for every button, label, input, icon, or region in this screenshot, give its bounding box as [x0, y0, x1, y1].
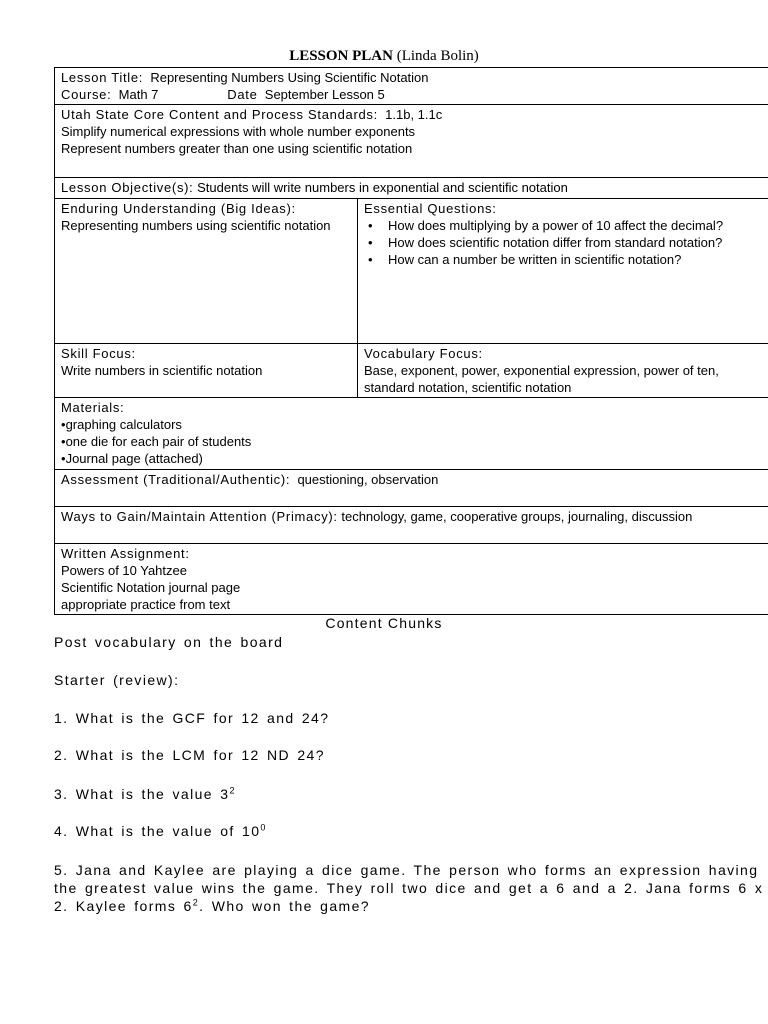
- standards-row: [55, 105, 768, 178]
- title-text: LESSON PLAN: [289, 48, 393, 64]
- skill-row: [55, 344, 768, 398]
- question-3-text: 3. What is the value 3: [54, 786, 230, 802]
- question-5-text: 5. Jana and Kaylee are playing a dice game. The person who forms an expression having the greatest value wins the game. They roll two dice and get a 6 and a 2. Jana forms 6 x 2. Kaylee forms 6: [54, 862, 764, 914]
- written-item: Powers of 10 Yahtzee: [61, 563, 187, 578]
- material-text: graphing calculators: [65, 417, 182, 432]
- essential-question: • How can a number be written in scientific notation?: [388, 251, 763, 268]
- question-5-tail: . Who won the game?: [199, 898, 370, 914]
- lesson-plan-table: [54, 67, 768, 615]
- lesson-title-cell: [55, 68, 768, 105]
- course-label: Course:: [61, 87, 112, 102]
- assessment-cell: [55, 470, 768, 507]
- vocab-value: Base, exponent, power, exponential expression, power of ten, standard notation, scientific notation: [364, 363, 719, 395]
- written-item: Scientific Notation journal page: [61, 580, 241, 595]
- objective-value: Students will write numbers in exponential and scientific notation: [197, 180, 568, 195]
- vocab-label: Vocabulary Focus:: [364, 346, 483, 361]
- question-3: [54, 785, 764, 803]
- standards-codes: 1.1b, 1.1c: [385, 107, 443, 122]
- post-vocab-text: Post vocabulary on the board: [54, 634, 284, 650]
- skill-label: Skill Focus:: [61, 346, 136, 361]
- standards-cell: [55, 105, 768, 178]
- essential-question: • How does multiplying by a power of 10 affect the decimal?: [388, 217, 763, 234]
- essential-cell: [358, 199, 768, 344]
- material-text: Journal page (attached): [65, 451, 203, 466]
- material-item: [61, 433, 763, 450]
- starter-text: Starter (review):: [54, 672, 180, 688]
- question-4-exponent: 0: [260, 822, 267, 833]
- written-item: appropriate practice from text: [61, 597, 231, 612]
- essential-label: Essential Questions:: [364, 201, 497, 216]
- lesson-title-row: [55, 68, 768, 105]
- question-5: [54, 861, 764, 915]
- enduring-value: Representing numbers using scientific notation: [61, 218, 331, 233]
- author-text: (Linda Bolin): [396, 48, 479, 64]
- enduring-cell: [55, 199, 358, 344]
- vocab-cell: [358, 344, 768, 398]
- assessment-row: [55, 470, 768, 507]
- question-4-text: 4. What is the value of 10: [54, 823, 261, 839]
- attention-label: Ways to Gain/Maintain Attention (Primacy):: [61, 509, 338, 524]
- enduring-label: Enduring Understanding (Big Ideas):: [61, 201, 296, 216]
- lesson-title-label: Lesson Title:: [61, 70, 144, 85]
- date-label: Date: [227, 87, 258, 102]
- question-5-exponent: 2: [192, 897, 200, 908]
- content-chunks-heading: Content Chunks: [325, 615, 443, 631]
- standard-line: Simplify numerical expressions with whole number exponents: [61, 124, 416, 139]
- standards-label: Utah State Core Content and Process Standards:: [61, 107, 378, 122]
- document-title: [0, 48, 768, 65]
- question-4: [54, 822, 764, 840]
- question-3-exponent: 2: [229, 785, 236, 796]
- objective-label: Lesson Objective(s):: [61, 180, 194, 195]
- attention-cell: [55, 507, 768, 544]
- essential-question: • How does scientific notation differ from standard notation?: [388, 234, 763, 251]
- attention-value: technology, game, cooperative groups, journaling, discussion: [341, 509, 693, 524]
- question-2: 2. What is the LCM for 12 ND 24?: [54, 747, 325, 763]
- assessment-label: Assessment (Traditional/Authentic):: [61, 472, 291, 487]
- lesson-title-value: Representing Numbers Using Scientific Notation: [150, 70, 429, 85]
- material-item: [61, 416, 763, 433]
- materials-cell: [55, 398, 768, 470]
- enduring-row: [55, 199, 768, 344]
- course-value: Math 7: [118, 87, 159, 102]
- material-text: one die for each pair of students: [65, 434, 252, 449]
- materials-list: [61, 416, 763, 467]
- materials-label: Materials:: [61, 400, 125, 415]
- written-row: [55, 544, 768, 615]
- attention-row: [55, 507, 768, 544]
- date-value: September Lesson 5: [264, 87, 385, 102]
- skill-cell: [55, 344, 358, 398]
- standard-line: Represent numbers greater than one using scientific notation: [61, 141, 413, 156]
- material-item: [61, 450, 763, 467]
- objective-row: [55, 178, 768, 199]
- written-label: Written Assignment:: [61, 546, 190, 561]
- assessment-value: questioning, observation: [297, 472, 439, 487]
- question-1: 1. What is the GCF for 12 and 24?: [54, 710, 330, 726]
- skill-value: Write numbers in scientific notation: [61, 363, 263, 378]
- materials-row: [55, 398, 768, 470]
- written-cell: [55, 544, 768, 615]
- objective-cell: [55, 178, 768, 199]
- essential-list: [364, 217, 763, 268]
